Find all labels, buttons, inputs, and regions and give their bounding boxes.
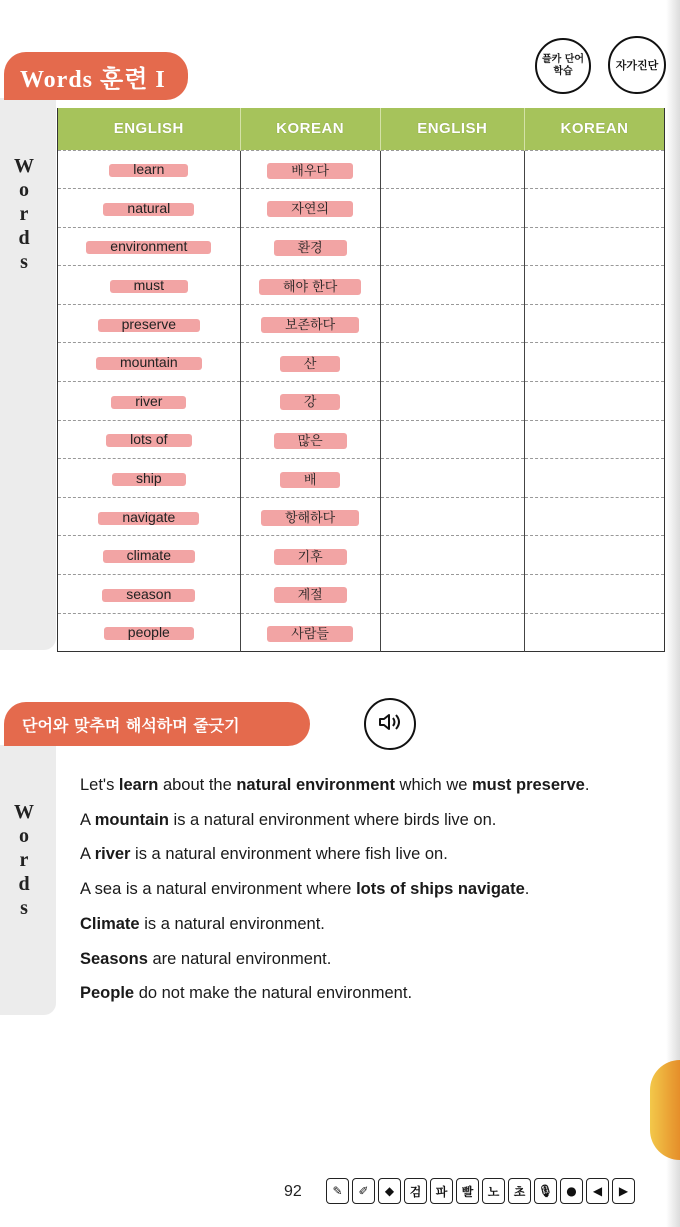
korean-answer-cell[interactable] [524,536,664,575]
korean-cell-text: 보존하다 [279,313,341,334]
korean-cell [240,382,380,421]
sentence-text: is a natural environment. [139,914,325,933]
english-cell [58,189,241,228]
english-answer-cell[interactable] [380,613,524,652]
page-tab-decoration [650,1060,680,1160]
korean-answer-cell[interactable] [524,459,664,498]
korean-answer-cell[interactable] [524,613,664,652]
sentence-line [80,872,660,907]
table-row [58,150,665,189]
korean-cell [240,459,380,498]
matching-section-banner [4,702,310,746]
english-cell [58,536,241,575]
korean-answer-cell[interactable] [524,382,664,421]
korean-cell [240,266,380,305]
section-title: 단어와 맞추며 해석하며 줄긋기 [22,715,240,735]
english-cell [58,382,241,421]
english-cell [58,227,241,266]
table-row [58,343,665,382]
english-answer-cell[interactable] [380,266,524,305]
korean-answer-cell[interactable] [524,304,664,343]
keyword: lots of ships navigate [356,880,525,899]
sentence-text: A [80,810,95,829]
korean-cell [240,497,380,536]
english-answer-cell[interactable] [380,382,524,421]
keyword: Seasons [80,949,148,968]
table-row [58,459,665,498]
table-row [58,575,665,614]
header-english-1: ENGLISH [58,108,241,150]
english-answer-cell[interactable] [380,536,524,575]
english-answer-cell[interactable] [380,420,524,459]
english-cell-text: preserve [116,315,182,333]
english-answer-cell[interactable] [380,575,524,614]
keyword: natural environment [236,776,395,794]
keyword: Climate [80,914,140,933]
table-row [58,382,665,421]
table-row [58,420,665,459]
korean-cell-text: 배 [298,468,323,489]
korean-cell [240,536,380,575]
korean-cell-text: 많은 [292,429,329,450]
tool-no[interactable]: 노 [482,1178,505,1204]
sentence-text: is a natural environment where fish live on. [130,845,448,864]
mic-icon[interactable]: 🎙 [534,1178,557,1204]
tool-geom[interactable]: 검 [404,1178,427,1204]
english-answer-cell[interactable] [380,497,524,536]
english-cell-text: lots of [124,430,173,448]
korean-cell-text: 사람들 [285,622,335,643]
annotation-toolbar [326,1178,635,1204]
korean-answer-cell[interactable] [524,150,664,189]
english-cell-text: must [128,276,170,294]
korean-answer-cell[interactable] [524,497,664,536]
keyword: People [80,984,135,1003]
prev-icon[interactable]: ◀ [586,1178,609,1204]
korean-cell [240,304,380,343]
vocabulary-table [57,108,665,652]
words-training-banner [4,52,188,100]
vertical-words-label-top: W o r d s [14,155,34,273]
korean-answer-cell[interactable] [524,343,664,382]
sentence-line [80,803,660,838]
speaker-icon [377,712,403,736]
english-cell-text: ship [130,469,168,487]
tool-pa[interactable]: 파 [430,1178,453,1204]
english-cell [58,150,241,189]
page-edge-shadow [666,0,680,1227]
self-check-label: 자가진단 [615,59,659,72]
english-answer-cell[interactable] [380,150,524,189]
korean-answer-cell[interactable] [524,420,664,459]
sentence-line [80,907,660,942]
english-cell [58,420,241,459]
english-answer-cell[interactable] [380,227,524,266]
sentence-text: do not make the natural environment. [134,984,413,1003]
table-row [58,497,665,536]
table-row [58,536,665,575]
english-cell [58,266,241,305]
english-answer-cell[interactable] [380,343,524,382]
table-row [58,613,665,652]
sentence-text: . [524,880,530,899]
english-cell [58,613,241,652]
keyword: must preserve [472,776,585,794]
flashcard-label: 플카 단어학습 [541,54,585,77]
korean-cell-text: 환경 [292,236,329,257]
page-number: 92 [284,1183,302,1200]
header-korean-2: KOREAN [524,108,664,150]
sentence-text: about the [158,776,237,794]
sentence-text: which we [394,776,472,794]
sentence-text: is a natural environment where birds live on. [168,810,497,829]
sentence-text: Let's [80,776,119,794]
korean-cell-text: 해야 한다 [277,275,343,296]
keyword: learn [118,776,159,794]
english-cell-text: season [120,585,177,603]
english-cell-text: navigate [116,508,181,526]
english-cell [58,575,241,614]
english-cell-text: mountain [114,353,184,371]
korean-cell-text: 강 [298,390,323,411]
english-cell-text: natural [121,199,176,217]
sentence-text: A sea is a natural environment where [80,880,357,899]
audio-button[interactable] [364,698,416,750]
korean-cell [240,420,380,459]
next-icon[interactable]: ▶ [612,1178,635,1204]
korean-cell-text: 산 [298,352,323,373]
korean-cell [240,613,380,652]
korean-cell [240,227,380,266]
korean-cell [240,575,380,614]
english-cell-text: river [129,392,168,410]
korean-answer-cell[interactable] [524,189,664,228]
pen-icon[interactable]: ✎ [326,1178,349,1204]
vertical-words-label-bottom: W o r d s [14,801,34,919]
sentence-line [80,976,660,1011]
sentence-line [80,768,660,803]
header-korean-1: KOREAN [240,108,380,150]
table-row [58,189,665,228]
record-icon[interactable]: ● [560,1178,583,1204]
english-cell [58,497,241,536]
tool-ppal[interactable]: 빨 [456,1178,479,1204]
sentence-line [80,837,660,872]
english-answer-cell[interactable] [380,459,524,498]
table-row [58,266,665,305]
sentence-text: are natural environment. [147,949,332,968]
korean-cell-text: 항해하다 [279,506,341,527]
english-answer-cell[interactable] [380,304,524,343]
korean-cell-text: 계절 [292,583,329,604]
english-answer-cell[interactable] [380,189,524,228]
english-cell [58,343,241,382]
english-cell-text: environment [104,237,193,255]
korean-answer-cell[interactable] [524,266,664,305]
keyword: river [94,845,131,864]
english-cell-text: climate [121,546,177,564]
english-cell-text: learn [127,160,170,178]
keyword: mountain [94,810,169,829]
english-cell-text: people [122,623,176,641]
english-cell [58,304,241,343]
pencil-icon[interactable]: ✐ [352,1178,375,1204]
self-check-button[interactable] [608,36,666,94]
korean-answer-cell[interactable] [524,575,664,614]
flashcard-button[interactable] [535,38,591,94]
korean-cell-text: 자연의 [285,197,335,218]
table-row [58,304,665,343]
sentence-line [80,942,660,977]
korean-cell-text: 기후 [292,545,329,566]
korean-cell [240,150,380,189]
sentence-list [80,768,660,1011]
sentence-text: . [584,776,590,794]
sentence-text: A [80,845,95,864]
korean-cell [240,343,380,382]
header-english-2: ENGLISH [380,108,524,150]
page-title: Words 훈련 I [20,66,166,93]
table-row [58,227,665,266]
english-cell [58,459,241,498]
korean-answer-cell[interactable] [524,227,664,266]
korean-cell [240,189,380,228]
eraser-icon[interactable]: ◆ [378,1178,401,1204]
table-header-row [58,108,665,150]
korean-cell-text: 배우다 [285,159,335,180]
tool-cho[interactable]: 초 [508,1178,531,1204]
